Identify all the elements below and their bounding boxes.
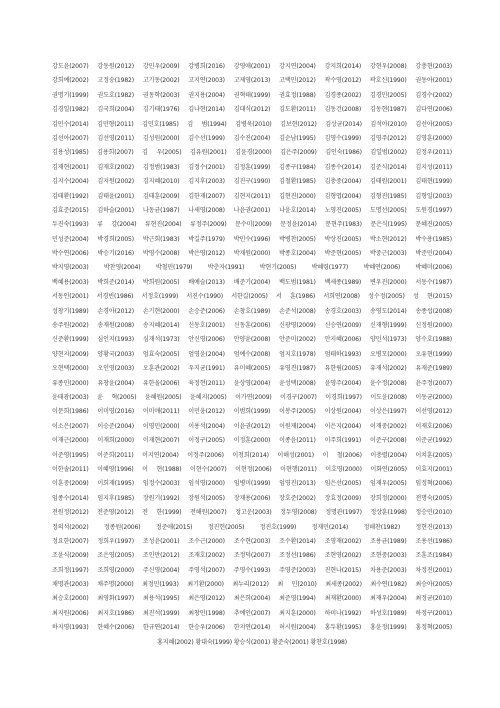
name-list-line: 하지영(1993) 한혜수(2006) 한규연(2014) 한승우(2006) 한지연(2014) 허시원(2004) 홍두환(1995) 홍윤정(1999) 홍정혁(2005) — [52, 624, 452, 632]
name-list-line: 권명기(1999) 권도호(1982) 권동학(2003) 권지용(2004) 권혁태(1999) 권효정(1988) 김경종(2002) 김경민(2005) 김경수(2002) — [52, 91, 452, 99]
name-list-line: 강도윤(2007) 강동원(2012) 강민우(2009) 강병희(2016) 강영애(2001) 강지연(2004) 강지희(2014) 강현우(2008) 강충현(2003) — [52, 63, 452, 70]
name-list-line: 김선아(2007) 김선영(2011) 김성원(2000) 김수선(1999) 김수진(2004) 김순남(1995) 김영수(1999) 김영주(2012) 김영훈(2000) — [52, 134, 452, 142]
name-list-line: 김재현(2001) 김재호(2002) 김정범(1983) 김정수(2001) 김정훈(1999) 김종구(1984) 김종수(2014) 김준식(2014) 김지성(2011) — [52, 163, 452, 171]
name-list-line: 김지수(2004) 김지원(2002) 김지혜(2010) 김지후(2003) 김진구(1990) 김철환(1985) 김충중(2004) 김태원(2001) 김태현(1999) — [52, 178, 452, 186]
name-list-line: 민성준(2004) 박경희(2005) 박근회(1983) 박길주(1979) 박민수(1996) 박병찬(2005) 박상진(2005) 박소현(2012) 박수용(1985) — [52, 235, 452, 243]
name-list-line: 김경일(1982) 김국희(2004) 김기태(1976) 김나현(2014) 김대식(2012) 김도환(2011) 김동건(2008) 김동현(1987) 김다연(2006) — [52, 106, 452, 114]
name-list — [52, 60, 452, 650]
name-list-line: 박수연(2006) 박승기(2016) 박영수(2008) 박은영(2012) 박재원(2000) 박종호(2004) 박준현(2005) 박중근(2003) 박준민(2004) — [52, 250, 452, 258]
name-list-line: 강희예(2002) 고정숭(1982) 고기동(2002) 고지연(2003) 고제영(2013) 고택민(2012) 곽수영(2012) 곽호신(1990) 권동아(2001) — [52, 77, 452, 85]
name-list-line: 신준환(1999) 심인지(1993) 심재석(1973) 안신영(2006) 안양윤(2008) 안준미(2002) 안지혜(2006) 양민석(1973) 양수호(1988) — [52, 336, 452, 344]
name-list-line: 양현지(2009) 양황국(2003) 엄효숙(2005) 엄영윤(2004) 엄예수(2008) 엄지호(1978) 엄태하(1993) 오병모(2000) 오유현(1999) — [52, 350, 452, 358]
name-list-line: 이준영(1995) 이준희(2011) 이지연(2004) 이정주(2006) 이청희(2014) 이해성(2001) 이 철(2006) 이충렬(2004) 이치훈(2005) — [52, 451, 452, 459]
name-list-line: 유종민(2000) 유창윤(2004) 유한올(2006) 육정현(2011) 윤상영(2004) 윤성택(2008) 윤영주(2004) 윤수정(2008) 윤주정(2007) — [52, 379, 452, 387]
name-list-line: 이문희(1986) 이미영(2016) 이미애(2011) 이민웅(2012) 이범희(1999) 이봉주(2005) 이상원(2004) 이상은(1997) 이선영(2012) — [52, 408, 452, 416]
name-list-line: 김효준(2015) 김하슬(2001) 나동균(1987) 나세영(2008) 나윤권(2001) 나윤호(2014) 노영진(2005) 도명선(2005) 도원경(1997) — [52, 206, 452, 214]
name-list-line: 임종수(2014) 임지후(1985) 장원기(1992) 장원석(2005) 장재용(2006) 장호준(2002) 장효정(2009) 장희정(2000) 전명숙(2005) — [52, 494, 452, 502]
name-list-line: 조윤식(2009) 조은영(2005) 조인만(2012) 조재호(2002) 조정덕(2007) 조정선(1986) 조현영(2002) 조현중(2003) 조훈조(1984) — [52, 552, 452, 560]
name-list-line: 최승호(2000) 최영화(1997) 최용석(1995) 최은영(2012) 최은희(2004) 최준영(1994) 최재환(2000) 최재우(2004) 최정균(2010) — [52, 595, 452, 603]
name-list-line: 김태환(1992) 김태윤(2001) 김태훈(2009) 김한재(2007) 김현지(2011) 김현진(2000) 김형엽(2004) 김형진(1985) 김형일(2003) — [52, 192, 452, 200]
name-list-line: 백혜용(2003) 박희준(2014) 박희원(2005) 배예슬(2013) 배준기(2004) 백도범(1981) 백세종(1989) 변우진(2000) 서동수(1987) — [52, 278, 452, 286]
name-list-line: 조희정(1997) 조희영(2000) 주신영(2004) 주영석(2007) 주영수(1993) 주영준(2003) 진현나(2015) 차용준(2003) 차정진(2001) — [52, 566, 452, 574]
name-list-line: 성창기(1989) 손경아(2012) 손기현(2000) 손승준(2006) 손창호(1989) 손준석(2008) 송경호(2003) 송영도(2014) 송종섭(2008) — [52, 307, 452, 315]
name-list-line: 홍지혜(2002) 황대숙(1999) 황승식(2001) 황준숙(2001) 황찬호(1998) — [156, 638, 347, 646]
name-list-line: 오현택(2000) 오인영(2003) 오훈관(2002) 우지균(1991) 유미혜(2005) 유영진(1987) 유한림(2005) 유재석(2002) 유재준(1989) — [52, 365, 452, 373]
name-list-line: 최지원(2006) 최지호(1986) 최진석(1999) 최창민(1998) 추예인(2007) 최지훈(2000) 하미나(1992) 하성호(1989) 하정구(2001) — [52, 609, 452, 617]
name-list-line: 김용성(1985) 김용희(2007) 김 우(2005) 김유원(2001) 김윤경(2000) 김은주(2009) 김인숙(1986) 김일범(2002) 김정우(2011) — [52, 149, 452, 157]
name-list-line: 이한솔(2011) 이혜영(1996) 이 현(1988) 이현수(2007) 이현정(2006) 이현행(2011) 이호영(2000) 이화연(2005) 이효지(2001) — [52, 465, 452, 473]
name-list-line: 이소은(2007) 이승준(2004) 이영민(2000) 이용석(2004) 이윤권(2012) 이원재(2004) 이은지(2004) 이재중(2002) 이재호(2006) — [52, 422, 452, 430]
name-list-line: 채명관(2003) 채주명(2000) 최정민(1993) 최기환(2000) 최누리(2012) 최 민(2010) 최세종(2002) 최수연(1982) 최승아(2005) — [52, 581, 452, 589]
name-list-line: 박지영(2003) 박찬영(2004) 박철민(1979) 박춘자(1991) 박현기(2005) 박혜령(1977) 박혜연(2006) 박혜미(2006) — [52, 264, 452, 272]
name-list-line: 윤태광(2003) 윤 혁(2005) 윤혜원(2005) 윤혜지(2005) 이가연(2009) 이경구(2007) 이경희(1997) 이도윤(2008) 이동균(2000) — [52, 393, 452, 401]
name-list-line: 정의석(2002) 정종원(2006) 정준애(2015) 정진헌(2005) 정진호(1999) 정재민(2014) 정해찬(1982) 정현진(2013) — [52, 523, 452, 531]
name-list-line: 두진숙(1993) 류 강(2004) 류현진(2004) 류정주(2009) 문수미(2009) 문정윤(2014) 문현주(1983) 문은식(1995) 문혜진(2005) — [52, 221, 452, 229]
name-list-line: 김민수(2014) 김민형(2011) 김민호(1985) 김 범(1994) 김병욱(2010) 김보현(2012) 김상균(2014) 김석아(2010) 김선아(2005) — [52, 120, 452, 128]
name-list-line: 서동인(2001) 서경빈(1986) 서정호(1999) 서진수(1990) 서한길(2005) 서 훈(1986) 서희연(2008) 성수정(2005) 성 현(2015) — [52, 293, 452, 301]
name-list-line: 송주원(2002) 송재원(2008) 송지혜(2014) 신동호(2001) 신동훈(2006) 신광영(2009) 신승연(2009) 신재형(1999) 신정원(2000) — [52, 322, 452, 330]
name-list-line: 이훈중(2009) 이희재(1995) 임정수(2003) 임석영(2000) 임병미(1999) 임영진(2013) 임은선(2005) 임재우(2005) 임정혁(2006) — [52, 480, 452, 488]
name-list-line: 정요한(2007) 정희우(1997) 조성윤(2001) 조수근(2000) 조수현(2003) 조수환(2014) 조영재(2002) 조용균(1989) 조용선(1986) — [52, 537, 452, 545]
name-list-line: 전원정(2012) 전준영(2012) 전 한(1999) 전해원(2007) 정고운(2003) 정두영(2008) 정명관(1997) 정상훈(1998) 정승민(2010) — [52, 509, 452, 517]
name-list-line: 이재근(2000) 이재희(2000) 이재현(2007) 이정구(2005) 이정훈(2000) 이종윤(2011) 이주희(1991) 이준구(2008) 이준균(1992) — [52, 437, 452, 445]
